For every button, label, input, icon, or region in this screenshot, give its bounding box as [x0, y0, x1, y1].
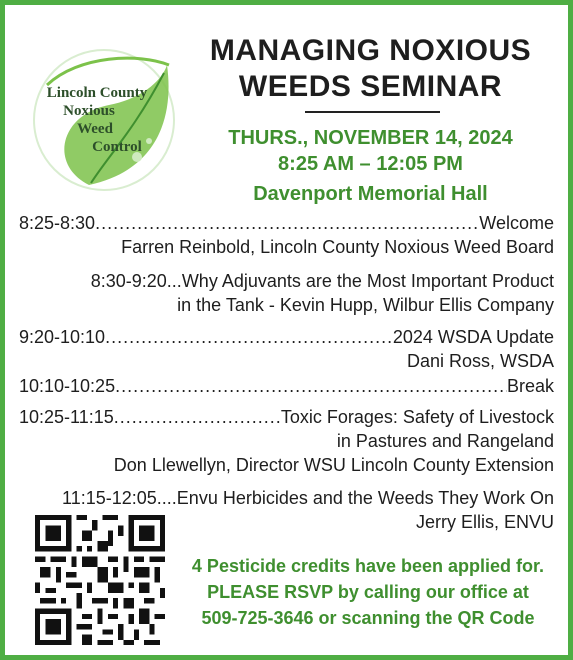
schedule-item-toxic-forages — [19, 405, 554, 477]
schedule-topic: Why Adjuvants are the Most Important Product — [181, 271, 554, 291]
schedule-topic-cont: in the Tank - Kevin Hupp, Wilbur Ellis Company — [177, 295, 554, 315]
event-venue: Davenport Memorial Hall — [253, 183, 488, 205]
event-time: 8:25 AM – 12:05 PM — [278, 153, 463, 175]
leader-dots — [105, 325, 393, 349]
schedule-item-adjuvants — [19, 269, 554, 317]
phone-line: 509-725-3646 or scanning the QR Code — [201, 608, 535, 628]
leader-dots — [115, 374, 507, 398]
rsvp-line: PLEASE RSVP by calling our office at — [207, 582, 529, 602]
schedule-time: 11:15-12:05.... — [62, 488, 177, 508]
title-divider — [305, 111, 440, 113]
schedule-time: 9:20-10:10 — [19, 327, 106, 347]
schedule-topic: Envu Herbicides and the Weeds They Work On — [176, 488, 554, 508]
schedule-time: 8:30-9:20... — [90, 271, 182, 291]
schedule-speaker: Farren Reinbold, Lincoln County Noxious Weed Board — [121, 237, 554, 257]
page-title — [183, 33, 558, 105]
rsvp-note — [177, 553, 559, 631]
logo-line4: Control — [92, 139, 142, 155]
schedule-item-welcome — [19, 211, 554, 259]
schedule-time: 10:25-11:15 — [19, 407, 114, 427]
logo-line2: Noxious — [63, 103, 115, 119]
schedule-speaker: Don Llewellyn, Director WSU Lincoln County Extension — [113, 455, 554, 475]
green-leaf-logo — [29, 45, 179, 195]
schedule-topic: Break — [506, 376, 554, 396]
schedule-speaker: Jerry Ellis, ENVU — [415, 512, 554, 532]
schedule-item-break — [19, 374, 554, 398]
schedule-topic: 2024 WSDA Update — [392, 327, 554, 347]
schedule-speaker: Dani Ross, WSDA — [406, 351, 554, 371]
logo-line3: Weed — [77, 121, 113, 137]
schedule-topic: Toxic Forages: Safety of Livestock — [280, 407, 554, 427]
schedule-item-wsda — [19, 325, 554, 373]
schedule-topic-cont: in Pastures and Rangeland — [336, 431, 554, 451]
event-date: THURS., NOVEMBER 14, 2024 — [228, 127, 513, 149]
leader-dots — [95, 211, 479, 235]
schedule-time: 10:10-10:25 — [19, 376, 116, 396]
title-line2: WEEDS SEMINAR — [238, 70, 503, 103]
qr-code-icon[interactable] — [35, 515, 165, 645]
schedule-topic: Welcome — [479, 213, 554, 233]
logo-line1: Lincoln County — [46, 85, 148, 101]
leader-dots — [114, 405, 281, 429]
schedule-time: 8:25-8:30 — [19, 213, 96, 233]
title-line1: MANAGING NOXIOUS — [209, 34, 532, 67]
credits-line: 4 Pesticide credits have been applied for. — [191, 556, 545, 576]
